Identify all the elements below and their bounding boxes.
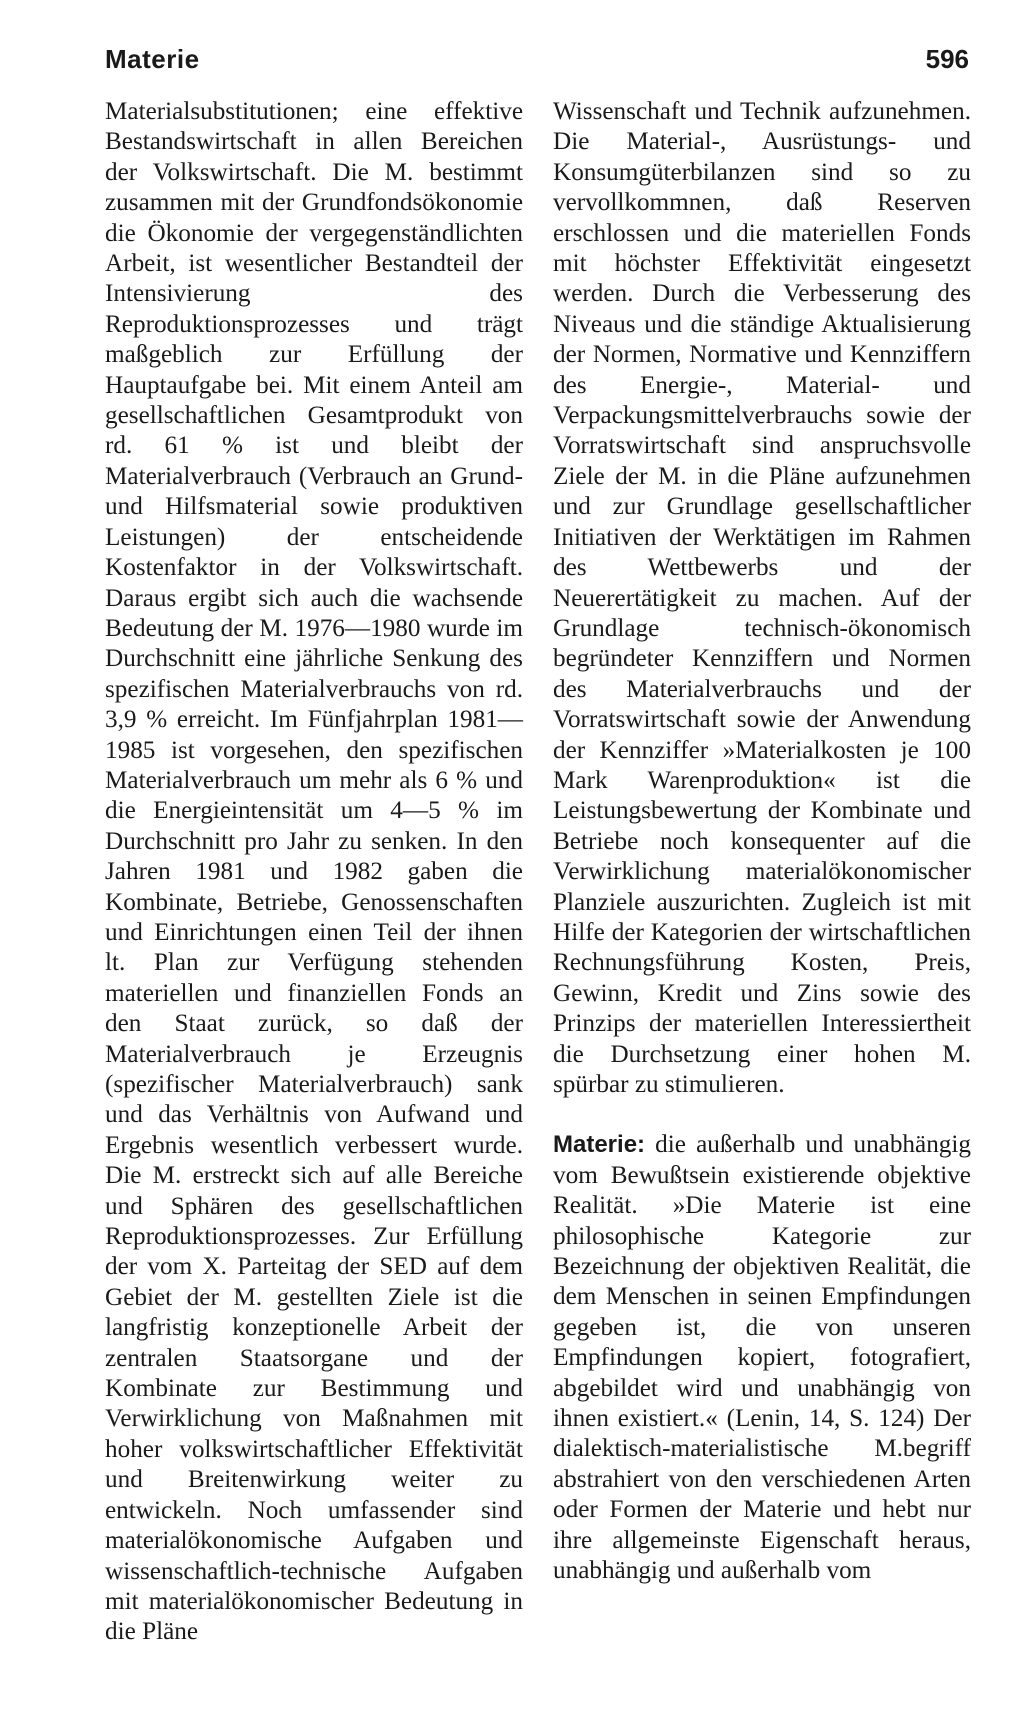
dictionary-entry [553, 1130, 971, 1586]
running-head [105, 44, 969, 78]
entry-term: Materie: [553, 1131, 646, 1159]
entry-definition: die außerhalb und unabhängig vom Bewußtsein existierende objektive Realität. »Die Materie ist eine philosophische Kategorie zur Bezeichnung der objektiven Realität, die dem Menschen in seinen Empfindungen gegeben ist, die von unseren Empfindungen kopiert, fotografiert, abgebildet wird und unabhängig von ihnen existiert.« (Lenin, 14, S. 124) Der dialektisch-materialistische M.begriff abstrahiert von den verschiedenen Arten oder Formen der Materie und hebt nur ihre allgemeinste Eigenschaft heraus, unabhängig und außerhalb vom [553, 1131, 971, 1585]
right-column [553, 97, 971, 1587]
left-column-text: Materialsubstitutionen; eine effektive Bestandswirtschaft in allen Bereichen der Volkswirtschaft. Die M. bestimmt zusammen mit der Grundfondsökonomie die Ökonomie der vergegenständlichten Arbeit, ist wesentlicher Bestandteil der Intensivierung des Reproduktionsprozesses und trägt maßgeblich zur Erfüllung der Hauptaufgabe bei. Mit einem Anteil am gesellschaftlichen Gesamtprodukt von rd. 61 % ist und bleibt der Materialverbrauch (Verbrauch an Grund- und Hilfsmaterial sowie produktiven Leistungen) der entscheidende Kostenfaktor in der Volkswirtschaft. Daraus ergibt sich auch die wachsende Bedeutung der M. 1976—1980 wurde im Durchschnitt eine jährliche Senkung des spezifischen Materialverbrauchs von rd. 3,9 % erreicht. Im Fünfjahrplan 1981—1985 ist vorgesehen, den spezifischen Materialverbrauch um mehr als 6 % und die Energieintensität um 4—5 % im Durchschnitt pro Jahr zu senken. In den Jahren 1981 und 1982 gaben die Kombinate, Betriebe, Genossenschaften und Einrichtungen einen Teil der ihnen lt. Plan zur Verfügung stehenden materiellen und finanziellen Fonds an den Staat zurück, so daß der Materialverbrauch je Erzeugnis (spezifischer Materialverbrauch) sank und das Verhältnis von Aufwand und Ergebnis wesentlich verbessert wurde. Die M. erstreckt sich auf alle Bereiche und Sphären des gesellschaftlichen Reproduktionsprozesses. Zur Erfüllung der vom X. Parteitag der SED auf dem Gebiet der M. gestellten Ziele ist die langfristig konzeptionelle Arbeit der zentralen Staatsorgane und der Kombinate zur Bestimmung und Verwirklichung von Maßnahmen mit hoher volkswirtschaftlicher Effektivität und Breitenwirkung weiter zu entwickeln. Noch umfassender sind materialökonomische Aufgaben und wissenschaftlich-technische Aufgaben mit materialökonomischer Bedeutung in die Pläne [105, 98, 523, 1646]
left-column [105, 97, 523, 1648]
running-headword: Materie [105, 44, 200, 74]
page-number: 596 [925, 44, 969, 74]
right-column-continuation: Wissenschaft und Technik aufzunehmen. Die Material-, Ausrüstungs- und Konsumgüterbilanzen sind so zu vervollkommnen, daß Reserven erschlossen und die materiellen Fonds mit höchster Effektivität eingesetzt werden. Durch die Verbesserung des Niveaus und die ständige Aktualisierung der Normen, Normative und Kennziffern des Energie-, Material- und Verpackungsmittelverbrauchs sowie der Vorratswirtschaft sind anspruchsvolle Ziele der M. in die Pläne aufzunehmen und zur Grundlage gesellschaftlicher Initiativen der Werktätigen im Rahmen des Wettbewerbs und der Neuerertätigkeit zu machen. Auf der Grundlage technisch-ökonomisch begründeter Kennziffern und Normen des Materialverbrauchs und der Vorratswirtschaft sowie der Anwendung der Kennziffer »Materialkosten je 100 Mark Warenproduktion« ist die Leistungsbewertung der Kombinate und Betriebe noch konsequenter auf die Verwirklichung materialökonomischer Planziele auszurichten. Zugleich ist mit Hilfe der Kategorien der wirtschaftlichen Rechnungsführung Kosten, Preis, Gewinn, Kredit und Zins sowie des Prinzips der materiellen Interessiertheit die Durchsetzung einer hohen M. spürbar zu stimulieren. [553, 98, 971, 1098]
